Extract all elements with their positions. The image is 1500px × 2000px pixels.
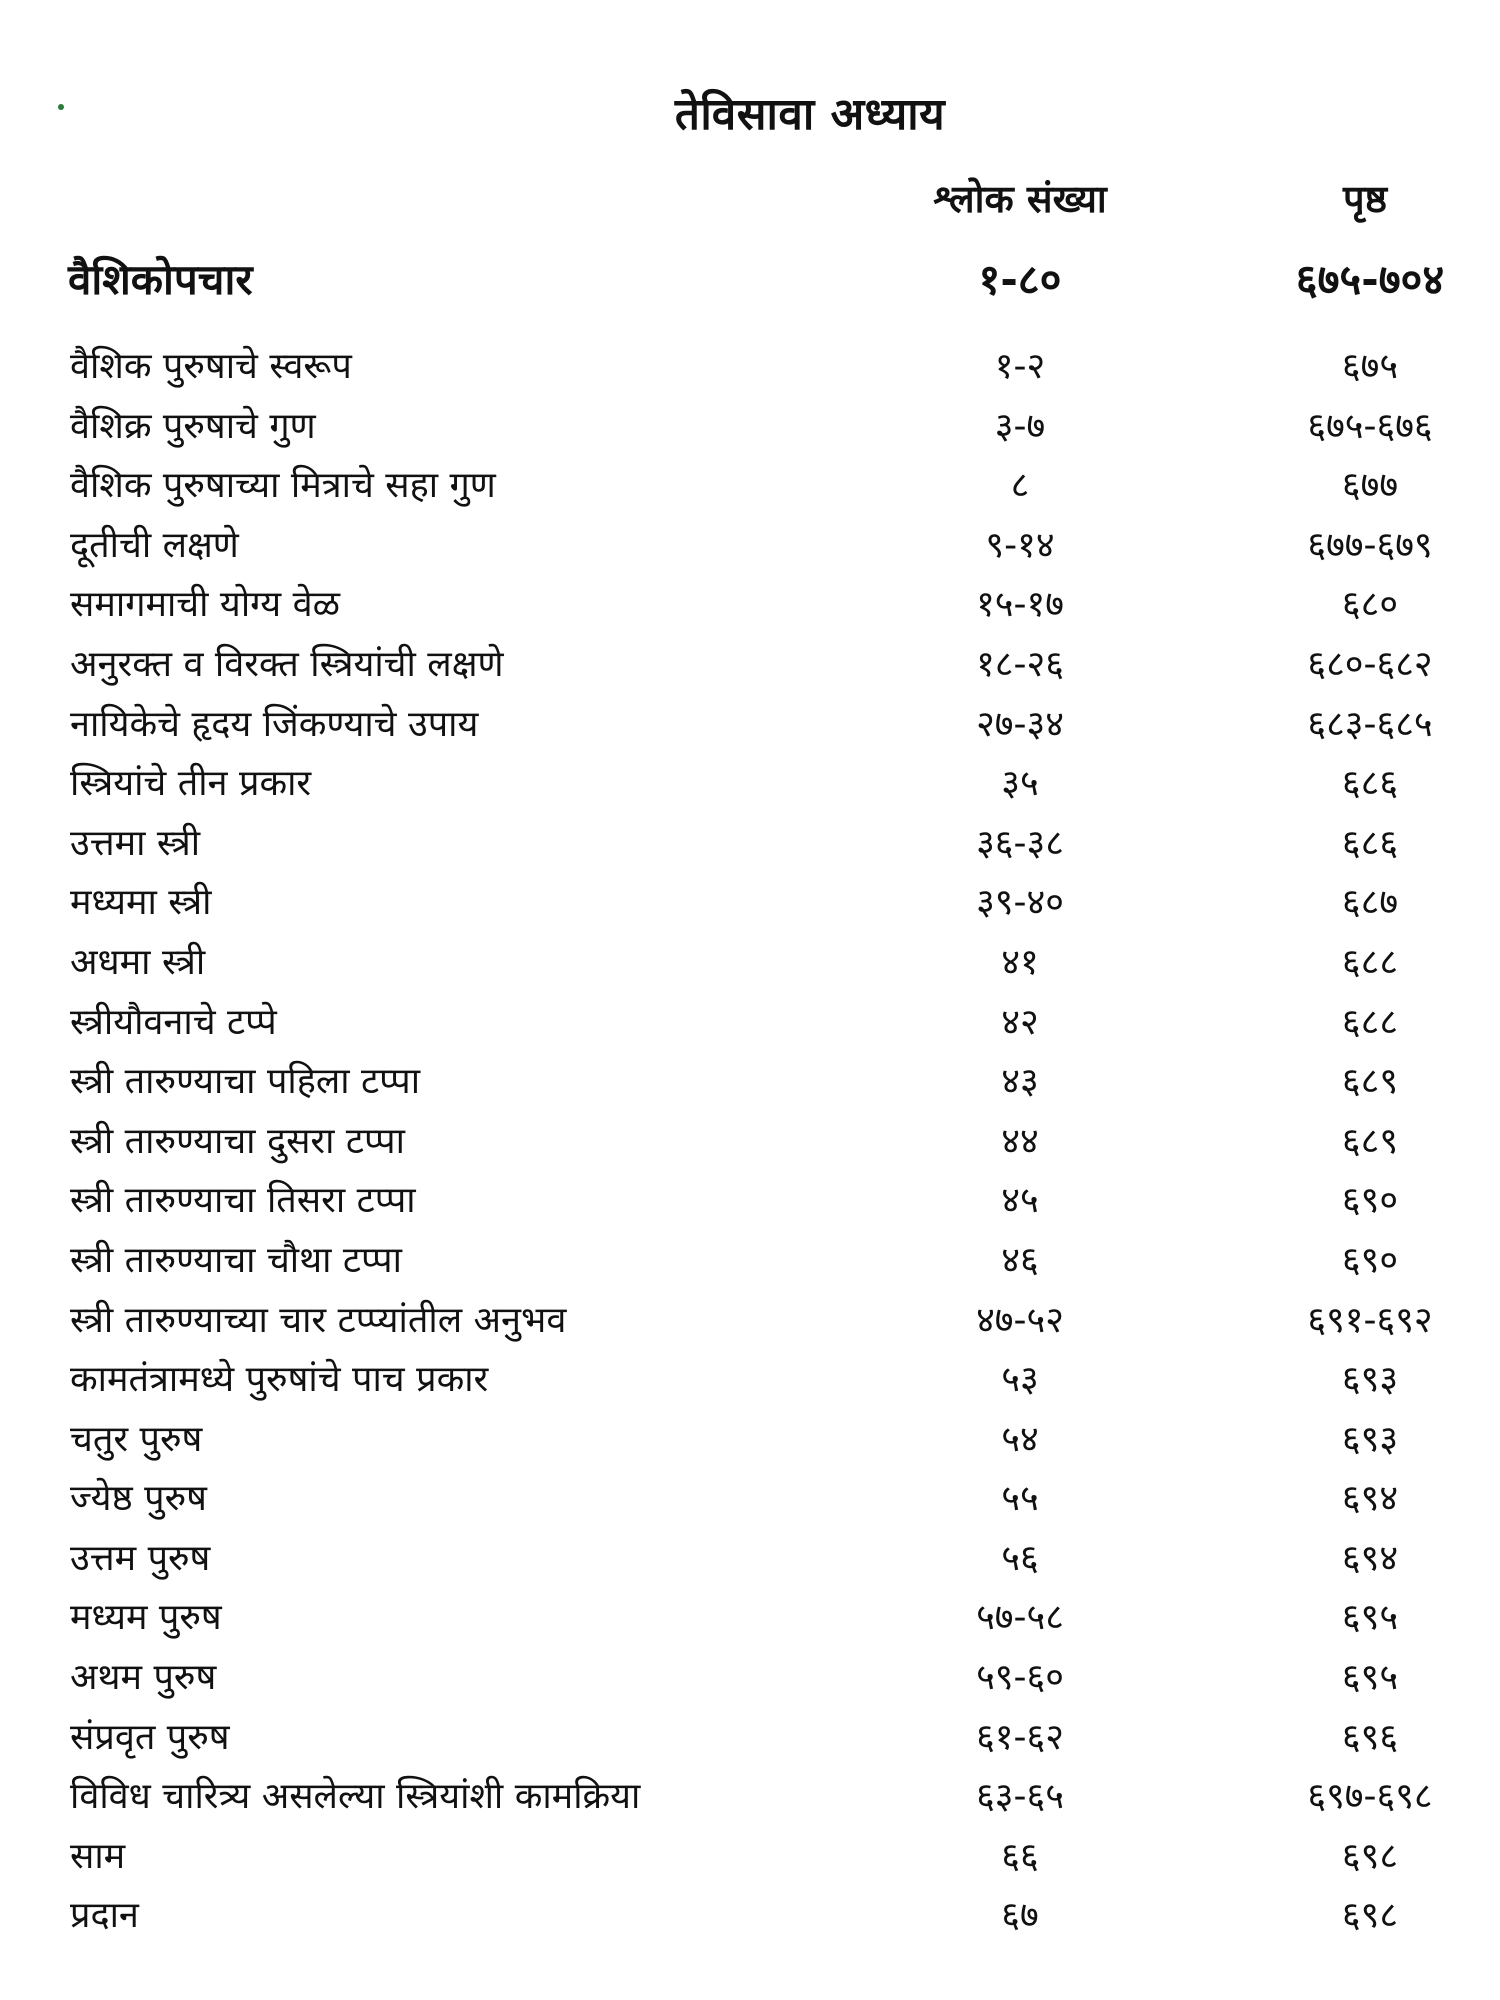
- toc-entry-shloka: ६६: [1001, 1835, 1039, 1877]
- toc-entry-page: ६९५: [1341, 1657, 1399, 1699]
- toc-entry-page: ६८६: [1341, 822, 1399, 864]
- toc-entry-page: ६९०: [1341, 1180, 1399, 1222]
- toc-entry-page: ६९८: [1341, 1835, 1399, 1877]
- toc-entry-page: ६९०: [1341, 1239, 1399, 1281]
- column-header-shloka: श्लोक संख्या: [933, 177, 1107, 221]
- section-title: वैशिकोपचार: [68, 255, 253, 304]
- toc-row: [0, 1112, 1500, 1172]
- toc-entry-title: स्त्रियांचे तीन प्रकार: [70, 763, 312, 805]
- toc-entry-page: ६८०-६८२: [1307, 643, 1433, 685]
- toc-row: [0, 1171, 1500, 1231]
- toc-entry-shloka: ५३: [1001, 1359, 1039, 1401]
- toc-row: [0, 1231, 1500, 1291]
- toc-entry-title: मध्यमा स्त्री: [70, 882, 212, 924]
- toc-entry-shloka: ९-१४: [985, 524, 1055, 566]
- toc-entry-page: ६८९: [1341, 1061, 1399, 1103]
- toc-row: [0, 873, 1500, 933]
- section-page-range: ६७५-७०४: [1295, 255, 1445, 304]
- toc-entry-page: ६९७-६९८: [1307, 1776, 1433, 1818]
- toc-entry-shloka: ३९-४०: [976, 882, 1064, 924]
- toc-entry-page: ६९१-६९२: [1307, 1299, 1433, 1341]
- toc-entry-title: उत्तम पुरुष: [70, 1537, 211, 1579]
- toc-entry-page: ६७७: [1341, 465, 1399, 507]
- toc-entry-shloka: ४७-५२: [976, 1299, 1064, 1341]
- toc-entry-title: साम: [70, 1835, 126, 1877]
- toc-entry-page: ६९६: [1341, 1716, 1399, 1758]
- toc-list: [0, 337, 1500, 1946]
- toc-entry-shloka: १८-२६: [976, 643, 1064, 685]
- toc-entry-shloka: ८: [1010, 465, 1030, 507]
- toc-entry-page: ६९४: [1341, 1537, 1399, 1579]
- toc-row: [0, 1410, 1500, 1470]
- toc-entry-shloka: ४५: [1001, 1180, 1039, 1222]
- toc-entry-shloka: ३६-३८: [976, 822, 1064, 864]
- toc-entry-page: ६८६: [1341, 763, 1399, 805]
- toc-entry-title: नायिकेचे हृदय जिंकण्याचे उपाय: [70, 703, 479, 745]
- toc-entry-page: ६९४: [1341, 1478, 1399, 1520]
- section-shloka-range: १-८०: [978, 255, 1062, 304]
- toc-entry-title: अथम पुरुष: [70, 1657, 217, 1699]
- toc-entry-title: विविध चारित्र्य असलेल्या स्त्रियांशी कामक्रिया: [70, 1776, 641, 1818]
- toc-entry-shloka: ५४: [1001, 1418, 1039, 1460]
- toc-entry-shloka: ३-७: [994, 405, 1046, 447]
- toc-entry-page: ६८०: [1341, 584, 1399, 626]
- toc-entry-page: ६८८: [1341, 941, 1399, 983]
- toc-entry-page: ६८७: [1341, 882, 1399, 924]
- toc-row: [0, 1588, 1500, 1648]
- toc-entry-shloka: १५-१७: [976, 584, 1064, 626]
- chapter-title: तेविसावा अध्याय: [674, 89, 946, 140]
- toc-entry-title: स्त्री तारुण्याच्या चार टप्प्यांतील अनुभव: [70, 1299, 567, 1341]
- column-header-page: पृष्ठ: [1343, 177, 1387, 221]
- toc-entry-title: चतुर पुरुष: [70, 1418, 203, 1460]
- toc-entry-shloka: ५६: [1001, 1537, 1039, 1579]
- toc-row: [0, 695, 1500, 755]
- toc-row: [0, 814, 1500, 874]
- toc-entry-title: स्त्रीयौवनाचे टप्पे: [70, 1001, 277, 1043]
- toc-entry-shloka: २७-३४: [976, 703, 1064, 745]
- toc-entry-title: वैशिक पुरुषाच्या मित्राचे सहा गुण: [70, 465, 496, 507]
- toc-entry-shloka: ४४: [1001, 1120, 1039, 1162]
- toc-entry-page: ६९५: [1341, 1597, 1399, 1639]
- toc-row: [0, 1708, 1500, 1768]
- toc-row: [0, 635, 1500, 695]
- toc-entry-shloka: ४३: [1001, 1061, 1039, 1103]
- toc-entry-title: अनुरक्त व विरक्त स्त्रियांची लक्षणे: [70, 643, 504, 685]
- toc-row: [0, 754, 1500, 814]
- toc-entry-shloka: ४१: [1001, 941, 1039, 983]
- toc-row: [0, 1469, 1500, 1529]
- toc-entry-shloka: ५५: [1001, 1478, 1039, 1520]
- toc-entry-shloka: ४२: [1001, 1001, 1039, 1043]
- toc-entry-page: ६९३: [1341, 1359, 1399, 1401]
- toc-row: [0, 1827, 1500, 1887]
- toc-entry-title: स्त्री तारुण्याचा चौथा टप्पा: [70, 1239, 402, 1281]
- toc-entry-shloka: ५९-६०: [976, 1657, 1064, 1699]
- toc-row: [0, 1529, 1500, 1589]
- toc-entry-title: प्रदान: [70, 1895, 139, 1937]
- toc-entry-title: ज्येष्ठ पुरुष: [70, 1478, 207, 1520]
- toc-row: [0, 1350, 1500, 1410]
- toc-entry-title: संप्रवृत पुरुष: [70, 1716, 230, 1758]
- toc-row: [0, 933, 1500, 993]
- toc-row: [0, 1767, 1500, 1827]
- toc-entry-page: ६८८: [1341, 1001, 1399, 1043]
- toc-entry-title: दूतीची लक्षणे: [70, 524, 239, 566]
- toc-row: [0, 993, 1500, 1053]
- toc-row: [0, 456, 1500, 516]
- toc-row: [0, 516, 1500, 576]
- toc-row: [0, 397, 1500, 457]
- toc-entry-shloka: ६७: [1001, 1895, 1039, 1937]
- toc-entry-title: मध्यम पुरुष: [70, 1597, 222, 1639]
- toc-entry-shloka: ५७-५८: [976, 1597, 1064, 1639]
- toc-entry-page: ६८३-६८५: [1307, 703, 1433, 745]
- toc-entry-title: स्त्री तारुण्याचा पहिला टप्पा: [70, 1061, 421, 1103]
- toc-row: [0, 1886, 1500, 1946]
- toc-row: [0, 1052, 1500, 1112]
- toc-entry-title: समागमाची योग्य वेळ: [70, 584, 340, 626]
- toc-entry-page: ६७७-६७९: [1307, 524, 1433, 566]
- toc-entry-shloka: ३५: [1001, 763, 1039, 805]
- toc-entry-page: ६९८: [1341, 1895, 1399, 1937]
- toc-entry-page: ६८९: [1341, 1120, 1399, 1162]
- toc-row: [0, 1648, 1500, 1708]
- toc-entry-title: वैशिक पुरुषाचे स्वरूप: [70, 346, 352, 387]
- toc-row: [0, 575, 1500, 635]
- toc-entry-title: उत्तमा स्त्री: [70, 822, 201, 864]
- toc-row: [0, 337, 1500, 397]
- toc-entry-title: स्त्री तारुण्याचा दुसरा टप्पा: [70, 1120, 405, 1162]
- toc-entry-title: स्त्री तारुण्याचा तिसरा टप्पा: [70, 1180, 416, 1222]
- toc-row: [0, 1291, 1500, 1351]
- toc-entry-page: ६७५: [1341, 346, 1399, 387]
- toc-entry-title: अधमा स्त्री: [70, 941, 206, 983]
- toc-entry-page: ६७५-६७६: [1307, 405, 1433, 447]
- toc-entry-shloka: ६१-६२: [976, 1716, 1064, 1758]
- toc-entry-shloka: ४६: [1001, 1239, 1039, 1281]
- section-heading-row: [0, 250, 1500, 310]
- toc-entry-page: ६९३: [1341, 1418, 1399, 1460]
- toc-entry-shloka: १-२: [994, 346, 1046, 387]
- toc-entry-shloka: ६३-६५: [976, 1776, 1064, 1818]
- toc-entry-title: वैशिक्र पुरुषाचे गुण: [70, 405, 316, 447]
- toc-entry-title: कामतंत्रामध्ये पुरुषांचे पाच प्रकार: [70, 1359, 489, 1401]
